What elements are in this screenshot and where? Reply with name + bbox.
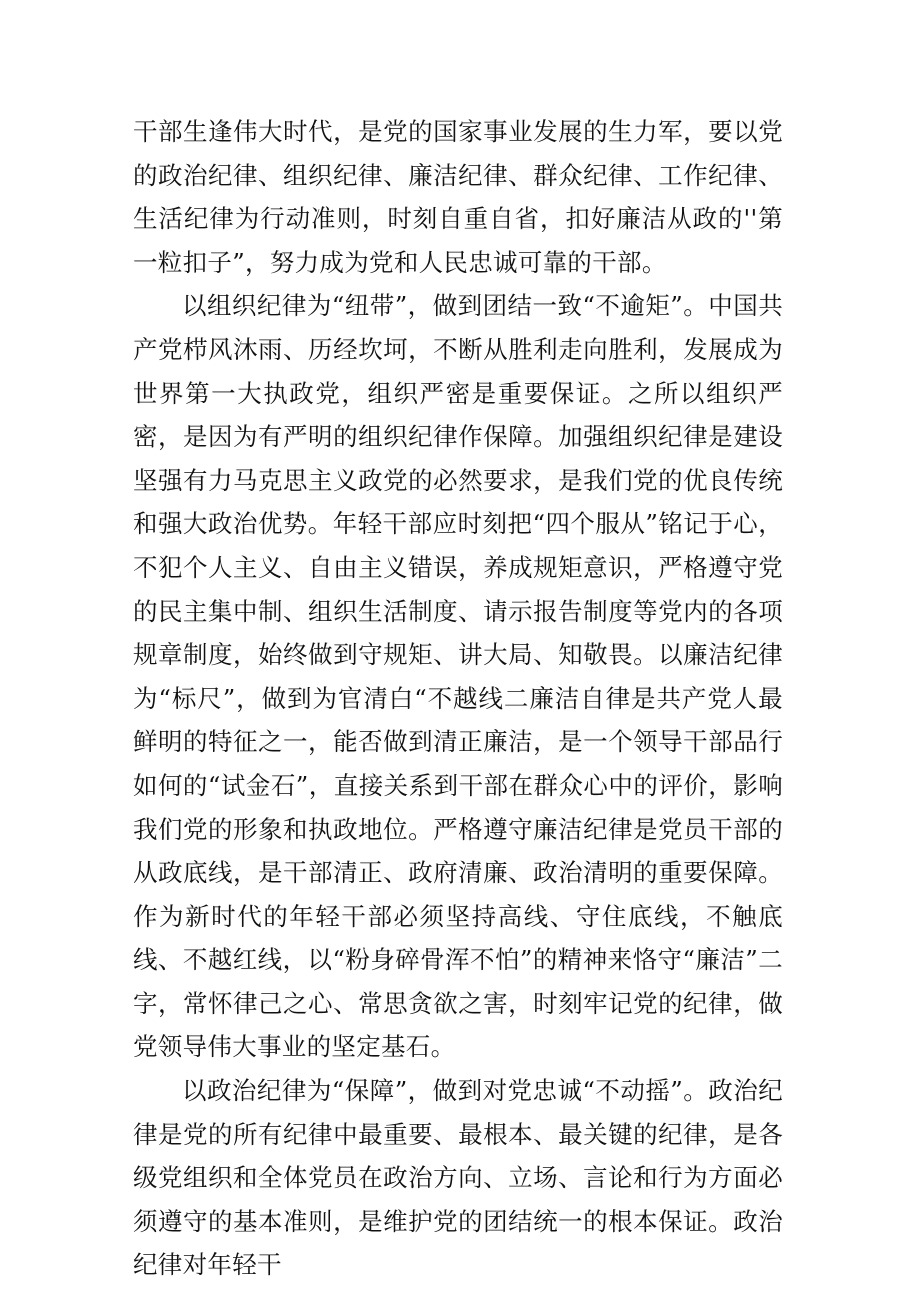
paragraph-2: 以组织纪律为“纽带”，做到团结一致“不逾矩”。中国共产党栉风沐雨、历经坎坷，不断从胜利走向胜利，发展成为世界第一大执政党，组织严密是重要保证。之所以组织严密，是因为有严明的组织纪律作保障。加强组织纪律是建设坚强有力马克思主义政党的必然要求，是我们党的优良传统和强大政治优势。年轻干部应时刻把“四个服从”铭记于心，不犯个人主义、自由主义错误，养成规矩意识，严格遵守党的民主集中制、组织生活制度、请示报告制度等党内的各项规章制度，始终做到守规矩、讲大局、知敬畏。以廉洁纪律为“标尺”，做到为官清白“不越线二廉洁自律是共产党人最鲜明的特征之一，能否做到清正廉洁，是一个领导干部品行如何的“试金石”，直接关系到干部在群众心中的评价，影响我们党的形象和执政地位。严格遵守廉洁纪律是党员干部的从政底线，是干部清正、政府清廉、政治清明的重要保障。作为新时代的年轻干部必须坚持高线、守住底线，不触底线、不越红线，以“粉身碎骨浑不怕”的精神来恪守“廉洁”二字，常怀律己之心、常思贪欲之害，时刻牢记党的纪律，做党领导伟大事业的坚定基石。	[133, 291, 783, 1062]
document-body	[133, 110, 783, 1287]
paragraph-1: 干部生逢伟大时代，是党的国家事业发展的生力军，要以党的政治纪律、组织纪律、廉洁纪律、群众纪律、工作纪律、生活纪律为行动准则，时刻自重自省，扣好廉洁从政的''第一粒扣子”，努力成为党和人民忠诚可靠的干部。	[133, 117, 783, 277]
paragraph-3: 以政治纪律为“保障”，做到对党忠诚“不动摇”。政治纪律是党的所有纪律中最重要、最根本、最关键的纪律，是各级党组织和全体党员在政治方向、立场、言论和行为方面必须遵守的基本准则，是维护党的团结统一的根本保证。政治纪律对年轻干	[133, 1076, 783, 1280]
